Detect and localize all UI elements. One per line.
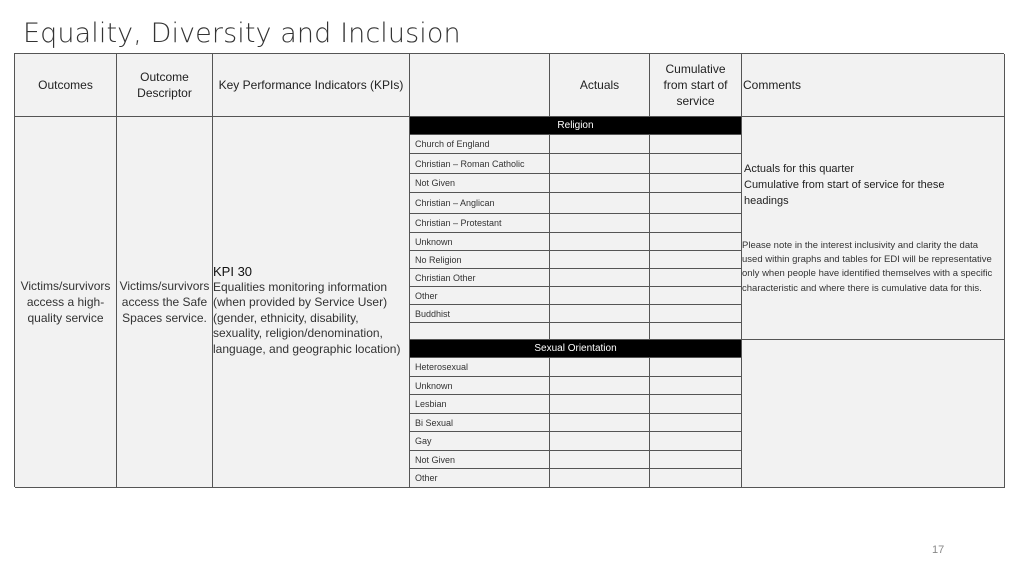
table-row: Gay (410, 432, 550, 451)
actuals-cell (550, 451, 650, 469)
cumulative-cell (650, 377, 742, 395)
outcome-descriptor-cell: Victims/survivors access the Safe Spaces service. (117, 117, 213, 488)
page-number: 17 (932, 544, 945, 556)
table-row: Christian – Anglican (410, 193, 550, 214)
table-row: Not Given (410, 451, 550, 469)
comments-actuals-line: Actuals for this quarter (744, 163, 855, 175)
header-blank (410, 54, 550, 117)
cumulative-cell (650, 414, 742, 432)
actuals-cell (550, 323, 650, 340)
table-row: Unknown (410, 377, 550, 395)
table-row: Unknown (410, 233, 550, 251)
cumulative-cell (650, 214, 742, 233)
religion-header: Religion (410, 117, 742, 135)
header-outcome-descriptor: Outcome Descriptor (117, 54, 213, 117)
actuals-cell (550, 358, 650, 377)
actuals-cell (550, 193, 650, 214)
cumulative-cell (650, 323, 742, 340)
cumulative-cell (650, 233, 742, 251)
actuals-cell (550, 469, 650, 488)
actuals-cell (550, 287, 650, 305)
table-row: Buddhist (410, 305, 550, 323)
header-outcomes: Outcomes (15, 54, 117, 117)
table-row: Christian Other (410, 269, 550, 287)
actuals-cell (550, 233, 650, 251)
actuals-cell (550, 377, 650, 395)
header-comments: Comments (742, 54, 1005, 117)
table-row: Bi Sexual (410, 414, 550, 432)
table-row: Christian – Protestant (410, 214, 550, 233)
cumulative-cell (650, 358, 742, 377)
edi-table (14, 53, 1004, 487)
sexual-orientation-header: Sexual Orientation (410, 340, 742, 358)
table-row: Other (410, 469, 550, 488)
comments-cell-religion (742, 117, 1005, 340)
cumulative-cell (650, 451, 742, 469)
cumulative-cell (650, 135, 742, 154)
cumulative-cell (650, 469, 742, 488)
table-row: Christian – Roman Catholic (410, 154, 550, 174)
actuals-cell (550, 414, 650, 432)
actuals-cell (550, 135, 650, 154)
header-kpis: Key Performance Indicators (KPIs) (213, 54, 410, 117)
actuals-cell (550, 432, 650, 451)
page-title: Equality, Diversity and Inclusion (23, 18, 461, 49)
cumulative-cell (650, 305, 742, 323)
table-row: Lesbian (410, 395, 550, 414)
table-row (410, 323, 550, 340)
actuals-cell (550, 174, 650, 193)
actuals-cell (550, 395, 650, 414)
table-row: Church of England (410, 135, 550, 154)
cumulative-cell (650, 193, 742, 214)
actuals-cell (550, 154, 650, 174)
comments-cell-sexual-orientation (742, 340, 1005, 488)
table-row: Other (410, 287, 550, 305)
actuals-cell (550, 269, 650, 287)
cumulative-cell (650, 269, 742, 287)
cumulative-cell (650, 174, 742, 193)
cumulative-cell (650, 395, 742, 414)
outcomes-cell: Victims/survivors access a high-quality service (15, 117, 117, 488)
header-cumulative: Cumulative from start of service (650, 54, 742, 117)
table-row: No Religion (410, 251, 550, 269)
comments-note: Please note in the interest inclusivity and clarity the data used within graphs and tables for EDI will be representative only when people have identified themselves with a specific characteristic and where there is cumulative data for this. (742, 240, 993, 294)
actuals-cell (550, 251, 650, 269)
kpi-cell (213, 117, 410, 488)
comments-cumulative-line: Cumulative from start of service for these headings (744, 179, 945, 207)
kpi-title: KPI 30 (213, 264, 253, 279)
table-row: Not Given (410, 174, 550, 193)
header-actuals: Actuals (550, 54, 650, 117)
kpi-body: Equalities monitoring information (when provided by Service User) (gender, ethnicity, disability, sexuality, religion/denomination, language, and geographic location) (213, 279, 401, 356)
cumulative-cell (650, 154, 742, 174)
cumulative-cell (650, 287, 742, 305)
actuals-cell (550, 305, 650, 323)
cumulative-cell (650, 432, 742, 451)
cumulative-cell (650, 251, 742, 269)
actuals-cell (550, 214, 650, 233)
table-row: Heterosexual (410, 358, 550, 377)
